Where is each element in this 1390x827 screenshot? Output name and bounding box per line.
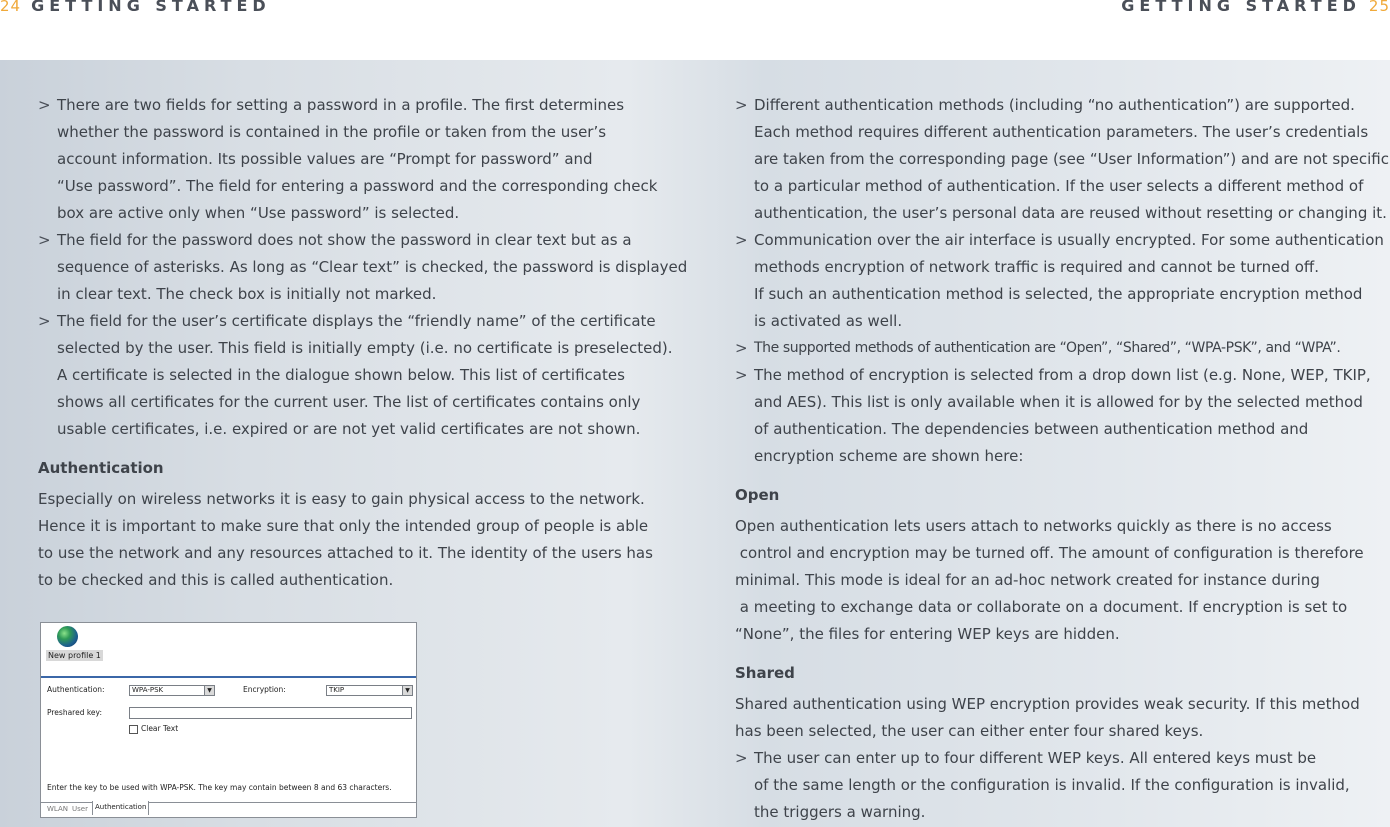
globe-icon <box>57 626 78 647</box>
line: box are active only when “Use password” is selected. <box>57 204 460 222</box>
line: > The supported methods of authentication are “Open”, “Shared”, “WPA-PSK”, and “WPA”. <box>754 340 1341 356</box>
line: sequence of asterisks. As long as “Clear text” is checked, the password is displayed <box>57 258 688 276</box>
shared-heading: Shared <box>735 664 795 682</box>
clear-text-checkbox[interactable] <box>129 725 138 734</box>
list-item <box>735 92 1389 227</box>
list-item <box>735 335 1353 362</box>
line: account information. Its possible values are “Prompt for password” and <box>57 150 593 168</box>
line: methods encryption of network traffic is required and cannot be turned off. <box>754 258 1319 276</box>
preshared-key-label: Preshared key: <box>47 708 102 717</box>
list-item <box>735 362 1371 470</box>
line: is activated as well. <box>754 312 903 330</box>
encryption-label: Encryption: <box>243 685 286 694</box>
authentication-paragraph <box>38 486 653 594</box>
line: shows all certificates for the current user. The list of certificates contains only <box>57 393 641 411</box>
line: Shared authentication using WEP encryption provides weak security. If this method <box>735 695 1360 713</box>
line: minimal. This mode is ideal for an ad-hoc network created for instance during <box>735 571 1320 589</box>
authentication-label: Authentication: <box>47 685 105 694</box>
line: the triggers a warning. <box>754 803 926 821</box>
clear-text-label: Clear Text <box>141 724 179 733</box>
line: “Use password”. The field for entering a password and the corresponding check <box>57 177 658 195</box>
shared-paragraph <box>735 691 1360 745</box>
page-content <box>0 60 1390 827</box>
preshared-key-input[interactable] <box>129 707 412 719</box>
line: Especially on wireless networks it is easy to gain physical access to the network. <box>38 490 645 508</box>
encryption-select-value: TKIP <box>329 686 345 694</box>
left-column <box>38 92 688 594</box>
line: Each method requires different authentication parameters. The user’s credentials <box>754 123 1369 141</box>
right-column <box>735 92 1389 826</box>
line: of the same length or the configuration is invalid. If the configuration is invalid, <box>754 776 1350 794</box>
profile-list <box>41 623 416 678</box>
line: “None”, the files for entering WEP keys are hidden. <box>735 625 1120 643</box>
encryption-select[interactable] <box>326 685 413 696</box>
line: usable certificates, i.e. expired or are not yet valid certificates are not shown. <box>57 420 641 438</box>
tab-authentication[interactable]: Authentication <box>92 801 149 815</box>
line: > The field for the user’s certificate displays the “friendly name” of the certificate <box>57 312 656 330</box>
line: encryption scheme are shown here: <box>754 447 1024 465</box>
line: and AES). This list is only available when it is allowed for by the selected method <box>754 393 1363 411</box>
profile-item-label[interactable]: New profile 1 <box>48 651 101 660</box>
dialog-tab-bar <box>41 802 416 817</box>
line: in clear text. The check box is initially not marked. <box>57 285 437 303</box>
line: > Different authentication methods (including “no authentication”) are supported. <box>754 96 1355 114</box>
line: > The field for the password does not show the password in clear text but as a <box>57 231 632 249</box>
line: to a particular method of authentication. If the user selects a different method of <box>754 177 1364 195</box>
right-bullet-list <box>735 92 1389 470</box>
chevron-down-icon[interactable]: ▼ <box>204 686 214 695</box>
tab-user[interactable]: User <box>72 805 88 813</box>
line: > The user can enter up to four different WEP keys. All entered keys must be <box>754 749 1317 767</box>
line: Hence it is important to make sure that only the intended group of people is able <box>38 517 649 535</box>
line: A certificate is selected in the dialogue shown below. This list of certificates <box>57 366 625 384</box>
profile-dialog-screenshot <box>40 622 417 818</box>
line: are taken from the corresponding page (see “User Information”) and are not specific <box>754 150 1389 168</box>
left-page-number: 24 <box>0 0 22 15</box>
line: a meeting to exchange data or collaborate on a document. If encryption is set to <box>735 598 1348 616</box>
line: selected by the user. This field is initially empty (i.e. no certificate is preselected). <box>57 339 673 357</box>
list-item <box>38 308 673 443</box>
line: to be checked and this is called authentication. <box>38 571 394 589</box>
line: authentication, the user’s personal data are reused without resetting or changing it. <box>754 204 1387 222</box>
list-item <box>38 92 658 227</box>
chevron-down-icon[interactable]: ▼ <box>402 686 412 695</box>
line: Open authentication lets users attach to networks quickly as there is no access <box>735 517 1332 535</box>
left-header-title: GETTING STARTED <box>31 0 271 15</box>
list-item <box>38 227 688 308</box>
page-header <box>0 0 1390 60</box>
left-bullet-list <box>38 92 688 443</box>
line: whether the password is contained in the profile or taken from the user’s <box>57 123 607 141</box>
right-header-title: GETTING STARTED <box>1121 0 1361 15</box>
authentication-select-value: WPA-PSK <box>132 686 164 694</box>
authentication-select[interactable] <box>129 685 215 696</box>
line: > Communication over the air interface is usually encrypted. For some authentication <box>754 231 1384 249</box>
line: If such an authentication method is selected, the appropriate encryption method <box>754 285 1363 303</box>
list-item <box>735 227 1384 335</box>
key-hint-text: Enter the key to be used with WPA-PSK. The key may contain between 8 and 63 characters. <box>47 783 392 792</box>
line: > There are two fields for setting a password in a profile. The first determines <box>57 96 625 114</box>
tab-wlan[interactable]: WLAN <box>47 805 69 813</box>
open-heading: Open <box>735 486 780 504</box>
line: > The method of encryption is selected from a drop down list (e.g. None, WEP, TKIP, <box>754 366 1371 384</box>
line: to use the network and any resources attached to it. The identity of the users has <box>38 544 653 562</box>
shared-bullet-list <box>735 745 1353 826</box>
list-item <box>735 745 1353 826</box>
right-page-number: 25 <box>1368 0 1390 15</box>
authentication-heading: Authentication <box>38 459 164 477</box>
left-running-header <box>0 0 271 14</box>
line: has been selected, the user can either enter four shared keys. <box>735 722 1204 740</box>
line: control and encryption may be turned off. The amount of configuration is therefore <box>735 544 1364 562</box>
right-running-header <box>1121 0 1390 14</box>
line: of authentication. The dependencies between authentication method and <box>754 420 1309 438</box>
open-paragraph <box>735 513 1364 648</box>
